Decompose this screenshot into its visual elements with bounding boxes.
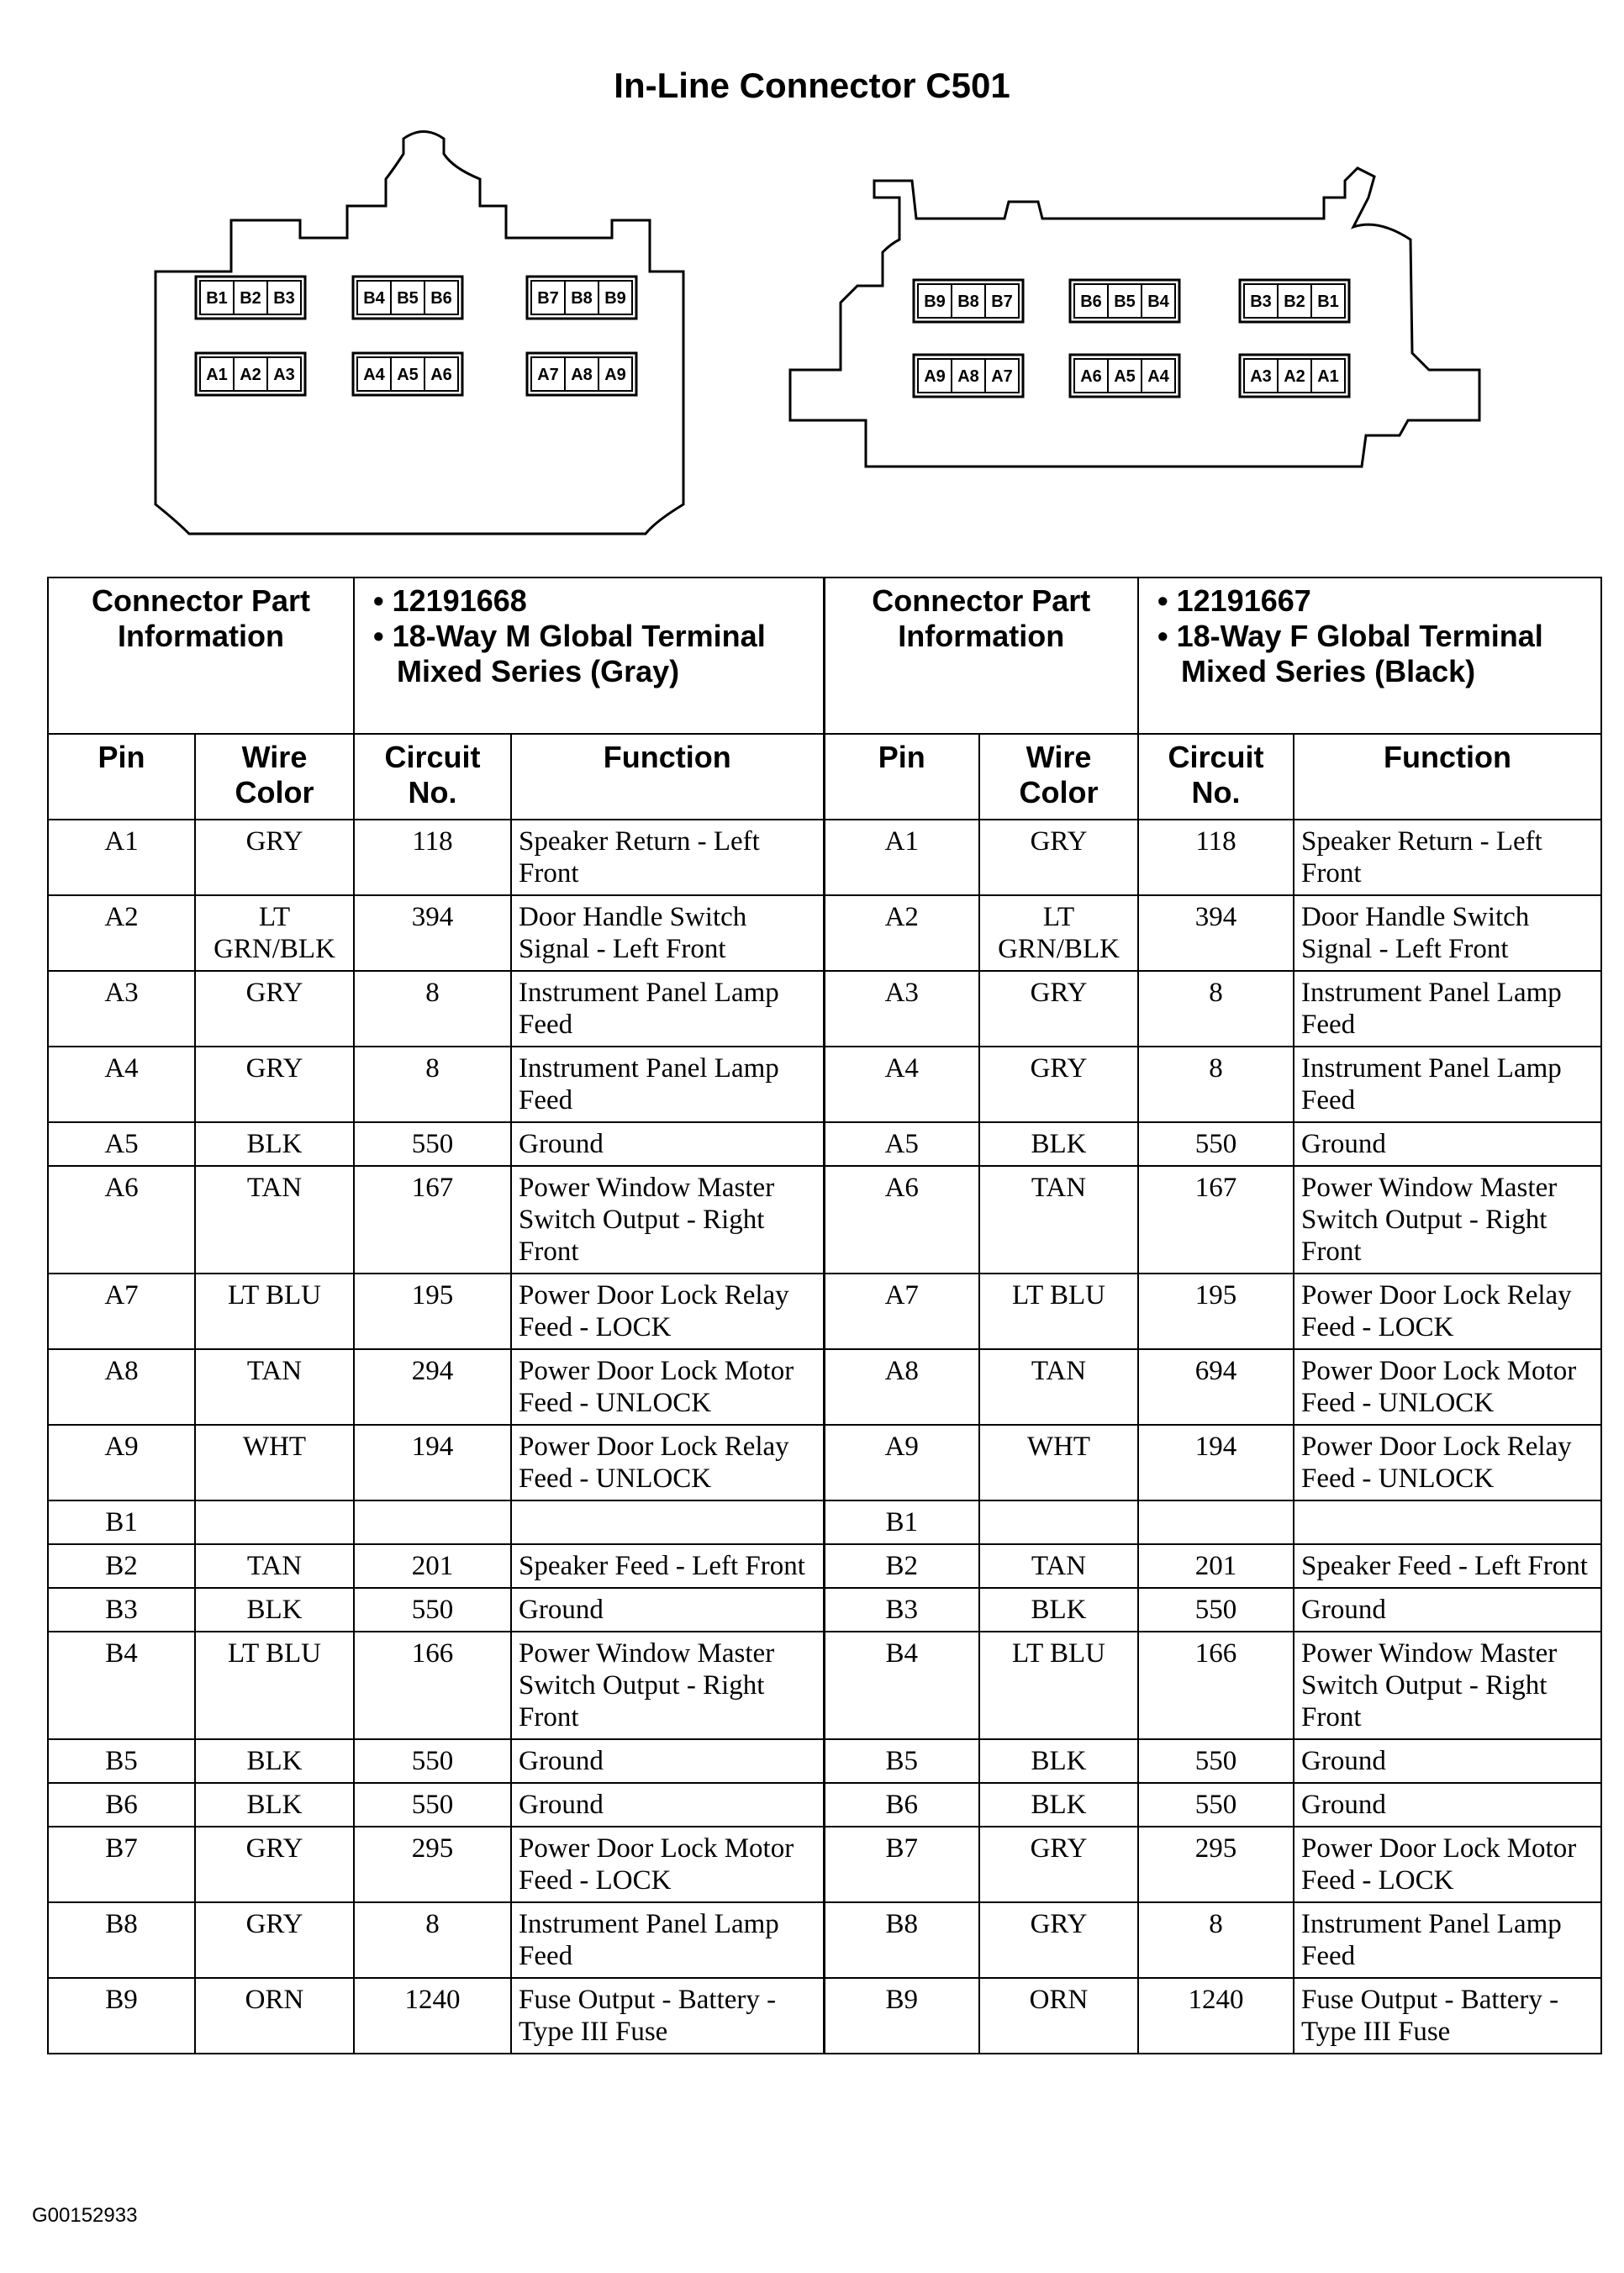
table-header-row: [48, 734, 1601, 820]
wire-color-cell: LT GRN/BLK: [195, 895, 354, 971]
pin-cell: B5: [824, 1739, 979, 1783]
male-connector-outline: [156, 132, 683, 535]
function-cell: Power Door Lock Relay Feed - LOCK: [511, 1274, 824, 1349]
wire-color-cell: BLK: [195, 1588, 354, 1632]
table-row: [48, 895, 1601, 971]
circuit-cell: 166: [1138, 1632, 1294, 1739]
wire-color-cell: GRY: [979, 1047, 1138, 1122]
function-cell: Power Window Master Switch Output - Right Front: [511, 1166, 824, 1274]
wire-color-cell: TAN: [195, 1166, 354, 1274]
pin-label: B9: [604, 289, 626, 308]
function-cell: Ground: [511, 1588, 824, 1632]
function-cell: Ground: [511, 1783, 824, 1827]
table-row: [48, 971, 1601, 1047]
column-header: Circuit No.: [354, 734, 511, 820]
pin-cell: A2: [48, 895, 195, 971]
table-row: [48, 1588, 1601, 1632]
function-cell: Ground: [1294, 1122, 1601, 1166]
function-cell: Ground: [1294, 1588, 1601, 1632]
function-cell: Speaker Return - Left Front: [1294, 820, 1601, 895]
wire-color-cell: LT GRN/BLK: [979, 895, 1138, 971]
table-row: [48, 820, 1601, 895]
pin-cell: A4: [48, 1047, 195, 1122]
pin-label: A3: [273, 366, 295, 384]
connector-part-info-label: Connector Part Information: [824, 577, 1138, 734]
function-cell: Ground: [511, 1739, 824, 1783]
pin-label: A6: [430, 366, 452, 384]
table-row: [48, 1827, 1601, 1902]
column-header: Pin: [48, 734, 195, 820]
pin-cell: A9: [824, 1425, 979, 1500]
wire-color-cell: GRY: [195, 820, 354, 895]
circuit-cell: 550: [354, 1122, 511, 1166]
function-cell: Instrument Panel Lamp Feed: [1294, 1047, 1601, 1122]
table-row: [48, 1978, 1601, 2054]
circuit-cell: 201: [1138, 1544, 1294, 1588]
function-cell: [511, 1500, 824, 1544]
pin-label: A7: [537, 366, 559, 384]
connector-part-info-label: Connector Part Information: [48, 577, 354, 734]
function-cell: Power Window Master Switch Output - Right Front: [1294, 1166, 1601, 1274]
pin-cell: B6: [48, 1783, 195, 1827]
wire-color-cell: LT BLU: [195, 1632, 354, 1739]
function-cell: Fuse Output - Battery - Type III Fuse: [511, 1978, 824, 2054]
circuit-cell: 294: [354, 1349, 511, 1425]
pin-label: A5: [1114, 367, 1136, 386]
pin-cell: A6: [48, 1166, 195, 1274]
function-cell: Power Door Lock Motor Feed - UNLOCK: [1294, 1349, 1601, 1425]
function-cell: Door Handle Switch Signal - Left Front: [511, 895, 824, 971]
pin-cell: B3: [48, 1588, 195, 1632]
pin-label: A8: [571, 366, 593, 384]
table-row: [48, 1902, 1601, 1978]
pin-cell: A7: [824, 1274, 979, 1349]
function-cell: Speaker Return - Left Front: [511, 820, 824, 895]
wire-color-cell: [195, 1500, 354, 1544]
pin-label: A5: [397, 366, 419, 384]
pin-cell: B3: [824, 1588, 979, 1632]
pin-cell: B9: [48, 1978, 195, 2054]
circuit-cell: 550: [1138, 1588, 1294, 1632]
wire-color-cell: GRY: [195, 1827, 354, 1902]
pin-label: B2: [240, 289, 261, 308]
pin-label: A2: [240, 366, 261, 384]
function-cell: Ground: [1294, 1783, 1601, 1827]
circuit-cell: 550: [354, 1739, 511, 1783]
function-cell: Power Door Lock Motor Feed - UNLOCK: [511, 1349, 824, 1425]
pin-cell: B7: [48, 1827, 195, 1902]
circuit-cell: 195: [1138, 1274, 1294, 1349]
pin-cell: A8: [48, 1349, 195, 1425]
pin-cell: B8: [824, 1902, 979, 1978]
circuit-cell: [354, 1500, 511, 1544]
pin-cell: A9: [48, 1425, 195, 1500]
part-info-line: • 18-Way F Global Terminal Mixed Series (Black): [1157, 619, 1543, 688]
function-cell: Power Door Lock Relay Feed - UNLOCK: [1294, 1425, 1601, 1500]
circuit-cell: 550: [354, 1588, 511, 1632]
function-cell: Power Window Master Switch Output - Right Front: [1294, 1632, 1601, 1739]
circuit-cell: 694: [1138, 1349, 1294, 1425]
column-header: Function: [511, 734, 824, 820]
table-row: [48, 1047, 1601, 1122]
circuit-cell: 167: [1138, 1166, 1294, 1274]
circuit-cell: 201: [354, 1544, 511, 1588]
pin-cell: A5: [824, 1122, 979, 1166]
pin-label: B8: [571, 289, 593, 308]
wire-color-cell: TAN: [195, 1544, 354, 1588]
circuit-cell: 8: [354, 971, 511, 1047]
connector-pinout-table: [47, 577, 1602, 2054]
pin-label: A7: [991, 367, 1013, 386]
wire-color-cell: BLK: [979, 1122, 1138, 1166]
circuit-cell: 8: [1138, 1047, 1294, 1122]
function-cell: Power Door Lock Relay Feed - UNLOCK: [511, 1425, 824, 1500]
pin-label: B5: [397, 289, 419, 308]
part-info-line: • 18-Way M Global Terminal Mixed Series (Gray): [373, 619, 766, 688]
table-row: [48, 1425, 1601, 1500]
column-header: Pin: [824, 734, 979, 820]
wire-color-cell: BLK: [195, 1739, 354, 1783]
pin-cell: B6: [824, 1783, 979, 1827]
left-connector-part-info: [354, 577, 824, 734]
circuit-cell: 118: [354, 820, 511, 895]
function-cell: Ground: [511, 1122, 824, 1166]
table-info-row: [48, 577, 1601, 734]
part-info-line: • 12191667: [1157, 583, 1311, 618]
circuit-cell: 550: [1138, 1739, 1294, 1783]
circuit-cell: 8: [1138, 971, 1294, 1047]
function-cell: Instrument Panel Lamp Feed: [511, 1047, 824, 1122]
circuit-cell: 8: [1138, 1902, 1294, 1978]
circuit-cell: 550: [354, 1783, 511, 1827]
circuit-cell: 194: [1138, 1425, 1294, 1500]
pin-label: A1: [1317, 367, 1339, 386]
male-pin-groups: [196, 277, 636, 395]
pin-cell: A3: [824, 971, 979, 1047]
wire-color-cell: GRY: [195, 1902, 354, 1978]
pin-cell: B4: [48, 1632, 195, 1739]
wire-color-cell: WHT: [979, 1425, 1138, 1500]
circuit-cell: 118: [1138, 820, 1294, 895]
pin-label: B1: [1317, 293, 1339, 311]
pin-cell: A3: [48, 971, 195, 1047]
figure-code: G00152933: [32, 2204, 138, 2227]
column-header: Wire Color: [195, 734, 354, 820]
wire-color-cell: TAN: [979, 1349, 1138, 1425]
part-info-line: • 12191668: [373, 583, 527, 618]
table-row: [48, 1349, 1601, 1425]
pin-cell: B8: [48, 1902, 195, 1978]
wire-color-cell: BLK: [195, 1783, 354, 1827]
pin-label: A9: [604, 366, 626, 384]
pin-label: A4: [1147, 367, 1169, 386]
pin-cell: A4: [824, 1047, 979, 1122]
right-connector-part-info: [1138, 577, 1601, 734]
pin-cell: A7: [48, 1274, 195, 1349]
wire-color-cell: BLK: [195, 1122, 354, 1166]
function-cell: Instrument Panel Lamp Feed: [511, 1902, 824, 1978]
pin-label: B1: [206, 289, 228, 308]
wire-color-cell: BLK: [979, 1588, 1138, 1632]
table-row: [48, 1632, 1601, 1739]
pin-cell: B2: [824, 1544, 979, 1588]
connector-diagrams: [0, 0, 1624, 572]
circuit-cell: 167: [354, 1166, 511, 1274]
pin-label: A1: [206, 366, 228, 384]
wire-color-cell: GRY: [979, 971, 1138, 1047]
column-header: Function: [1294, 734, 1601, 820]
circuit-cell: 394: [1138, 895, 1294, 971]
pin-cell: B5: [48, 1739, 195, 1783]
circuit-cell: 1240: [354, 1978, 511, 2054]
wire-color-cell: ORN: [195, 1978, 354, 2054]
table-row: [48, 1783, 1601, 1827]
wire-color-cell: LT BLU: [979, 1632, 1138, 1739]
wire-color-cell: ORN: [979, 1978, 1138, 2054]
circuit-cell: 166: [354, 1632, 511, 1739]
column-header: Wire Color: [979, 734, 1138, 820]
function-cell: Power Door Lock Relay Feed - LOCK: [1294, 1274, 1601, 1349]
circuit-cell: 194: [354, 1425, 511, 1500]
wire-color-cell: GRY: [195, 971, 354, 1047]
circuit-cell: 195: [354, 1274, 511, 1349]
wire-color-cell: TAN: [979, 1544, 1138, 1588]
pin-cell: B1: [824, 1500, 979, 1544]
function-cell: Power Window Master Switch Output - Right Front: [511, 1632, 824, 1739]
pin-label: A6: [1080, 367, 1102, 386]
pin-label: B2: [1284, 293, 1305, 311]
pin-label: B3: [1250, 293, 1272, 311]
pin-label: A8: [957, 367, 979, 386]
function-cell: Door Handle Switch Signal - Left Front: [1294, 895, 1601, 971]
function-cell: Fuse Output - Battery - Type III Fuse: [1294, 1978, 1601, 2054]
pin-label: B9: [924, 293, 946, 311]
function-cell: Ground: [1294, 1739, 1601, 1783]
pin-cell: B1: [48, 1500, 195, 1544]
pin-cell: B4: [824, 1632, 979, 1739]
wire-color-cell: BLK: [979, 1739, 1138, 1783]
pin-cell: A5: [48, 1122, 195, 1166]
circuit-cell: 550: [1138, 1783, 1294, 1827]
pin-label: B7: [537, 289, 559, 308]
pin-cell: A1: [824, 820, 979, 895]
circuit-cell: 1240: [1138, 1978, 1294, 2054]
function-cell: Instrument Panel Lamp Feed: [511, 971, 824, 1047]
wire-color-cell: GRY: [195, 1047, 354, 1122]
circuit-cell: 295: [1138, 1827, 1294, 1902]
wire-color-cell: [979, 1500, 1138, 1544]
table-row: [48, 1122, 1601, 1166]
pin-label: B6: [1080, 293, 1102, 311]
pin-cell: A8: [824, 1349, 979, 1425]
wire-color-cell: TAN: [979, 1166, 1138, 1274]
pin-label: A3: [1250, 367, 1272, 386]
pin-label: A2: [1284, 367, 1305, 386]
pin-label: B8: [957, 293, 979, 311]
circuit-cell: 295: [354, 1827, 511, 1902]
wire-color-cell: LT BLU: [195, 1274, 354, 1349]
column-header: Circuit No.: [1138, 734, 1294, 820]
wire-color-cell: BLK: [979, 1783, 1138, 1827]
pin-label: B7: [991, 293, 1013, 311]
circuit-cell: 550: [1138, 1122, 1294, 1166]
wire-color-cell: TAN: [195, 1349, 354, 1425]
circuit-cell: 8: [354, 1047, 511, 1122]
pin-cell: B9: [824, 1978, 979, 2054]
female-pin-groups: [914, 280, 1349, 397]
circuit-cell: [1138, 1500, 1294, 1544]
function-cell: Power Door Lock Motor Feed - LOCK: [1294, 1827, 1601, 1902]
function-cell: Instrument Panel Lamp Feed: [1294, 971, 1601, 1047]
pin-label: A9: [924, 367, 946, 386]
circuit-cell: 8: [354, 1902, 511, 1978]
wire-color-cell: LT BLU: [979, 1274, 1138, 1349]
pin-cell: A6: [824, 1166, 979, 1274]
page-title: In-Line Connector C501: [614, 66, 1010, 105]
function-cell: Speaker Feed - Left Front: [1294, 1544, 1601, 1588]
pin-label: B4: [1147, 293, 1169, 311]
pin-label: B6: [430, 289, 452, 308]
function-cell: Power Door Lock Motor Feed - LOCK: [511, 1827, 824, 1902]
function-cell: Speaker Feed - Left Front: [511, 1544, 824, 1588]
pin-label: B5: [1114, 293, 1136, 311]
table-row: [48, 1544, 1601, 1588]
circuit-cell: 394: [354, 895, 511, 971]
wire-color-cell: GRY: [979, 1827, 1138, 1902]
pin-cell: A1: [48, 820, 195, 895]
function-cell: Instrument Panel Lamp Feed: [1294, 1902, 1601, 1978]
table-row: [48, 1166, 1601, 1274]
pin-label: B3: [273, 289, 295, 308]
pin-label: B4: [363, 289, 385, 308]
wire-color-cell: GRY: [979, 1902, 1138, 1978]
pin-cell: B7: [824, 1827, 979, 1902]
pin-label: A4: [363, 366, 385, 384]
wire-color-cell: WHT: [195, 1425, 354, 1500]
pin-cell: B2: [48, 1544, 195, 1588]
pin-cell: A2: [824, 895, 979, 971]
table-row: [48, 1274, 1601, 1349]
function-cell: [1294, 1500, 1601, 1544]
wire-color-cell: GRY: [979, 820, 1138, 895]
table-row: [48, 1739, 1601, 1783]
table-row: [48, 1500, 1601, 1544]
